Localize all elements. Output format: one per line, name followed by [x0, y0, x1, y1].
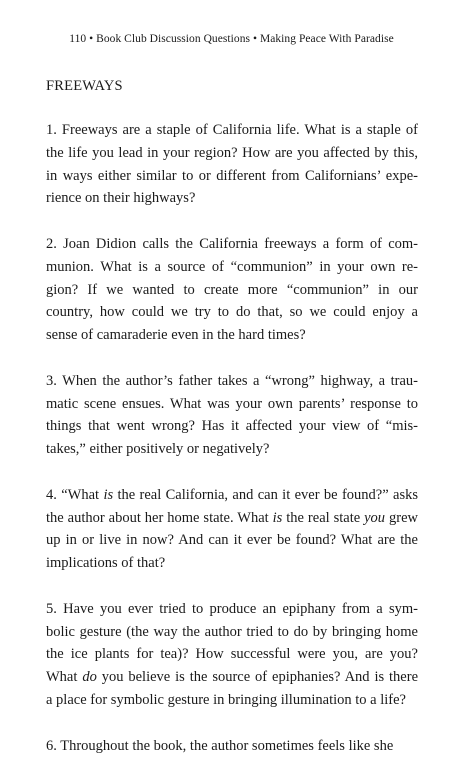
question-line: sense of camaraderie even in the hard times? [46, 327, 306, 344]
question-line: takes,” either positively or negatively? [46, 441, 270, 458]
question-line: 3. When the author’s father takes a “wrong” highway, a trau- [46, 372, 418, 389]
question-line: the ice plants for tea)? How successful were you, are you? [46, 646, 418, 663]
question-line: 6. Throughout the book, the author sometimes feels like she [46, 737, 394, 754]
question-line: rience on their highways? [46, 190, 196, 207]
question-2 [46, 233, 418, 347]
question-line: the life you lead in your region? How are you affected by this, [46, 144, 418, 161]
question-line: country, how could we try to do that, so we could enjoy a [46, 304, 418, 321]
question-line: the author about her home state. What is the real state you grew [46, 509, 418, 526]
question-line: 2. Joan Didion calls the California freeways a form of com- [46, 235, 418, 252]
question-line: in ways either similar to or different from Californians’ expe- [46, 167, 418, 184]
question-line: 5. Have you ever tried to produce an epiphany from a sym- [46, 600, 418, 617]
question-6 [46, 735, 418, 758]
question-3 [46, 370, 418, 461]
question-line: 1. Freeways are a staple of California life. What is a staple of [46, 122, 418, 138]
question-line: munion. What is a source of “communion” in your own re- [46, 258, 418, 275]
question-line: up in or live in now? And can it ever be found? What are the [46, 532, 418, 549]
question-line: gion? If we wanted to create more “communion” in our [46, 281, 418, 298]
question-4 [46, 484, 418, 575]
question-line: a place for symbolic gesture in bringing illumination to a life? [46, 691, 406, 708]
question-line: things that went wrong? Has it affected your view of “mis- [46, 418, 418, 435]
section-heading: FREEWAYS [46, 78, 123, 94]
running-head: 110 • Book Club Discussion Questions • Making Peace With Paradise [69, 33, 394, 45]
question-line: 4. “What is the real California, and can it ever be found?” asks [46, 486, 418, 503]
question-line: What do you believe is the source of epiphanies? And is there [46, 669, 419, 686]
question-line: matic scene ensues. What was your own parents’ response to [46, 395, 418, 412]
question-1 [46, 119, 418, 210]
questions-body [46, 119, 418, 780]
question-line: implications of that? [46, 555, 166, 572]
question-line: bolic gesture (the way the author tried to do by bringing home [46, 623, 418, 640]
question-5 [46, 598, 418, 712]
